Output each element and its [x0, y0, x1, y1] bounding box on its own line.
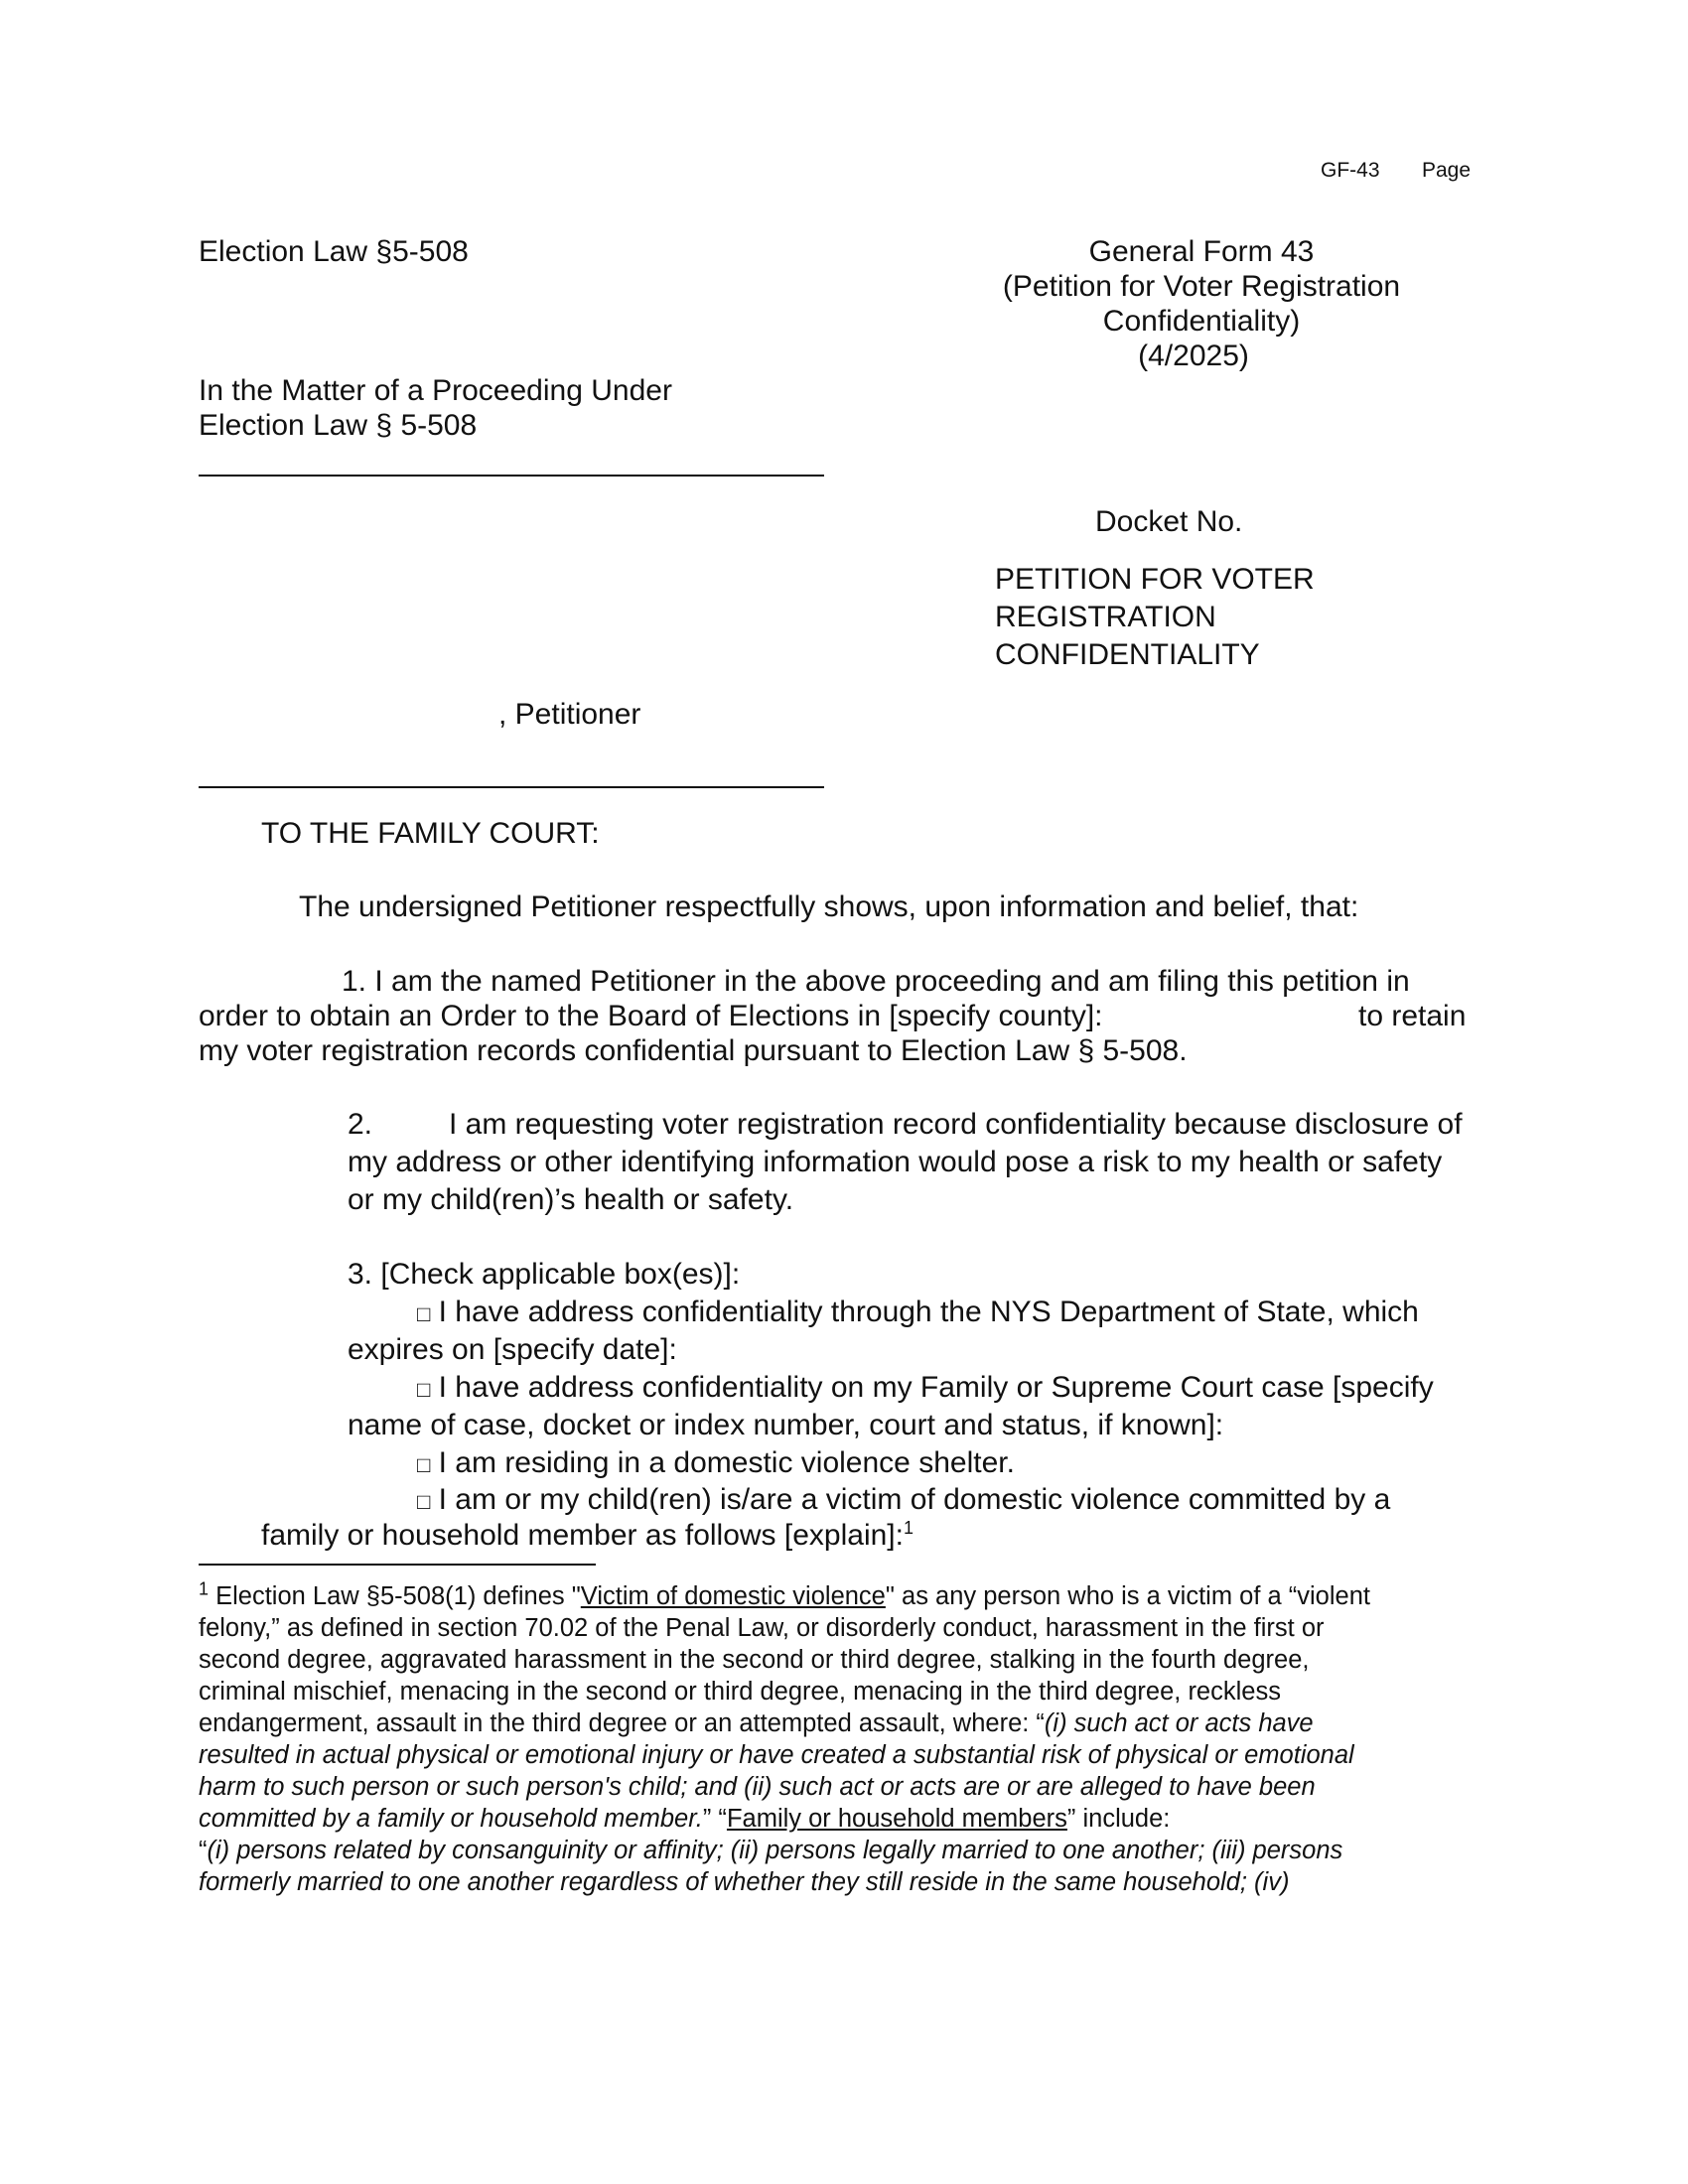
fn-l5-italic: (i) such act or acts have	[1044, 1709, 1314, 1737]
option-dv-text: I am or my child(ren) is/are a victim of domestic violence committed by a	[438, 1483, 1391, 1516]
footnote-line-3: second degree, aggravated harassment in the second or third degree, stalking in the fourth degree,	[199, 1646, 1310, 1674]
option-dos-confidentiality	[417, 1295, 1419, 1332]
fn-l1b: " as any person who is a victim of a “violent	[885, 1582, 1370, 1610]
footnote-line-6: resulted in actual physical or emotional injury or have created a substantial risk of physical or emotional	[199, 1741, 1354, 1769]
doc-title-line-2: REGISTRATION	[995, 601, 1216, 633]
footnote-marker: 1	[199, 1578, 210, 1599]
footnote-line-2: felony,” as defined in section 70.02 of the Penal Law, or disorderly conduct, harassment in the first or	[199, 1614, 1325, 1642]
option-court-confidentiality	[417, 1370, 1434, 1408]
p2-line-3: or my child(ren)’s health or safety.	[348, 1183, 794, 1216]
fn-l9-italic: (i) persons related by consanguinity or affinity; (ii) persons legally married to one another; (iii) persons	[207, 1837, 1343, 1864]
footnote-line-4: criminal mischief, menacing in the second or third degree, menacing in the third degree, reckless	[199, 1678, 1281, 1706]
matter-line-1: In the Matter of a Proceeding Under	[199, 374, 672, 407]
option-dv-line-2-text: family or household member as follows [explain]:	[261, 1519, 904, 1552]
doc-title-line-3: CONFIDENTIALITY	[995, 638, 1260, 671]
footnote-line-8	[199, 1803, 1499, 1835]
form-date: (4/2025)	[1138, 340, 1249, 372]
p1-line-3: my voter registration records confidential pursuant to Election Law § 5-508.	[199, 1034, 1188, 1067]
checkbox-shelter[interactable]: □	[417, 1452, 431, 1477]
fn-l9a: “	[199, 1837, 208, 1864]
petitioner-label: , Petitioner	[498, 698, 641, 731]
fn-defined-term-household: Family or household members	[726, 1805, 1067, 1833]
fn-l8-italic: committed by a family or household member.	[199, 1805, 703, 1833]
fn-defined-term-victim: Victim of domestic violence	[580, 1582, 886, 1610]
form-code: GF-43	[1321, 159, 1380, 182]
caption-rule-bottom	[199, 786, 824, 788]
matter-line-2: Election Law § 5-508	[199, 409, 478, 442]
caption-rule-top	[199, 475, 824, 477]
p1-line-1: 1. I am the named Petitioner in the above proceeding and am filing this petition in	[342, 965, 1410, 998]
checkbox-dos[interactable]: □	[417, 1301, 431, 1326]
footnote-line-10: formerly married to one another regardless of whether they still reside in the same household; (iv)	[199, 1868, 1290, 1896]
option-shelter-text: I am residing in a domestic violence shelter.	[438, 1446, 1015, 1479]
p2-line-1: I am requesting voter registration record confidentiality because disclosure of	[449, 1108, 1463, 1141]
footnote-line-5	[199, 1707, 1499, 1739]
checkbox-dv-victim[interactable]: □	[417, 1489, 431, 1514]
fn-l1a: Election Law §5-508(1) defines "	[209, 1582, 581, 1610]
footnote-reference[interactable]: 1	[903, 1518, 914, 1538]
intro-paragraph: The undersigned Petitioner respectfully shows, upon information and belief, that:	[299, 890, 1359, 923]
fn-l8c: ” include:	[1066, 1805, 1171, 1833]
fn-l8b: ” “	[702, 1805, 727, 1833]
option-dv-victim	[417, 1482, 1390, 1520]
p2-number: 2.	[348, 1108, 373, 1141]
fn-l5a: endangerment, assault in the third degree or an attempted assault, where: “	[199, 1709, 1045, 1737]
footnote-separator	[199, 1564, 596, 1566]
option-dos-line-2: expires on [specify date]:	[348, 1333, 677, 1366]
statute-reference: Election Law §5-508	[199, 235, 469, 268]
form-subtitle-line-2: Confidentiality)	[1102, 305, 1301, 338]
form-subtitle-line-1: (Petition for Voter Registration	[1002, 270, 1401, 303]
to-court: TO THE FAMILY COURT:	[261, 817, 600, 850]
option-dv-line-2	[261, 1518, 914, 1554]
p3-heading: 3. [Check applicable box(es)]:	[348, 1258, 741, 1291]
p1-line-2: order to obtain an Order to the Board of Elections in [specify county]:	[199, 1000, 1103, 1032]
option-dos-text: I have address confidentiality through the NYS Department of State, which	[438, 1296, 1419, 1328]
checkbox-court-case[interactable]: □	[417, 1377, 431, 1402]
form-title: General Form 43	[1088, 235, 1315, 268]
docket-label: Docket No.	[1095, 505, 1243, 538]
option-court-text: I have address confidentiality on my Family or Supreme Court case [specify	[438, 1371, 1434, 1404]
doc-title-line-1: PETITION FOR VOTER	[995, 563, 1315, 596]
p2-line-2: my address or other identifying information would pose a risk to my health or safety	[348, 1146, 1443, 1178]
footnote-line-9	[199, 1835, 1499, 1866]
page-label: Page	[1422, 159, 1472, 182]
footnote-line-1	[199, 1580, 1499, 1612]
footnote-line-7: harm to such person or such person's child; and (ii) such act or acts are or are alleged to have been	[199, 1773, 1316, 1801]
option-shelter	[417, 1445, 1015, 1483]
p1-line-2-tail: to retain	[1358, 1000, 1467, 1032]
option-court-line-2: name of case, docket or index number, court and status, if known]:	[348, 1409, 1224, 1441]
